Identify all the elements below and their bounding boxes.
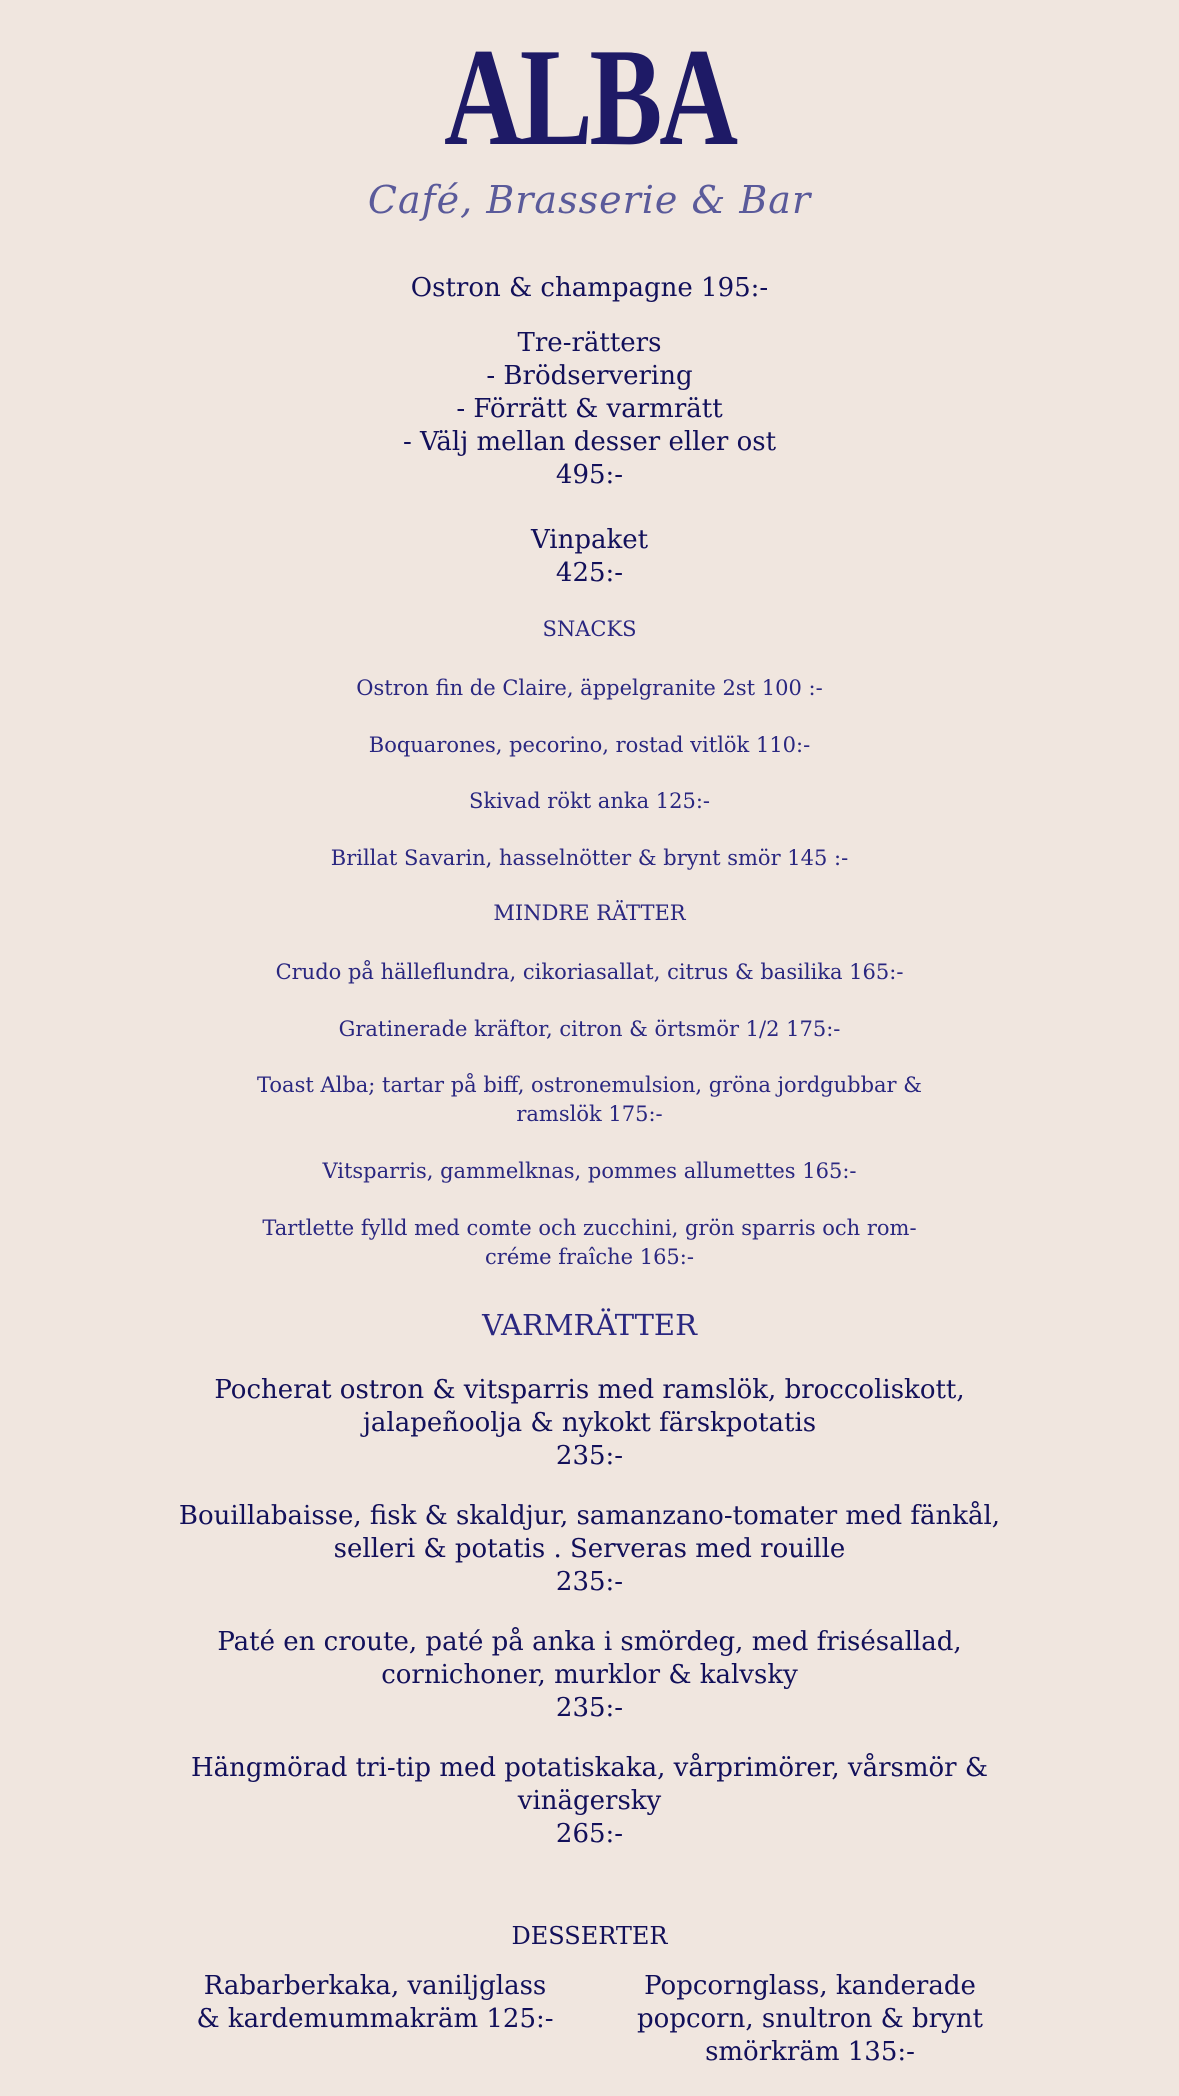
desserter-heading: DESSERTER [511, 1922, 668, 1950]
menu-item-line: Pocherat ostron & vitsparris med ramslök, broccoliskott, [214, 1375, 965, 1405]
main-course-item [0, 1374, 1179, 1473]
menu-item-line: jalapeñoolja & nykokt färskpotatis [362, 1408, 817, 1438]
menu-item-line: Crudo på hälleflundra, cikoriasallat, citrus & basilika 165:- [275, 960, 904, 984]
three-course-item: - Välj mellan desser eller ost [402, 427, 777, 457]
menu-item: Ostron fin de Claire, äppelgranite 2st 100 :- [356, 676, 823, 700]
menu-item-line: vinägersky [517, 1786, 662, 1816]
oysters-champagne-offer: Ostron & champagne 195:- [410, 273, 769, 303]
menu-item-price: 235:- [555, 1441, 624, 1471]
three-course-title: Tre-rätters [517, 328, 662, 358]
three-course-offer [0, 327, 1179, 492]
menu-item [0, 958, 1179, 987]
main-course-item [0, 1752, 1179, 1851]
three-course-item: - Förrätt & varmrätt [456, 394, 723, 424]
menu-item-line: Gratinerade kräftor, citron & örtsmör 1/2 175:- [338, 1017, 841, 1041]
menu-item-line: Bouillabaisse, fisk & skaldjur, samanzano-tomater med fänkål, [178, 1501, 1001, 1531]
menu-item: Brillat Savarin, hasselnötter & brynt smör 145 :- [330, 846, 849, 870]
menu-item-line: smörkräm 135:- [705, 2037, 915, 2067]
menu-item-line: créme fraîche 165:- [485, 1245, 694, 1269]
menu-item-line: ramslök 175:- [516, 1102, 663, 1126]
menu-item-price: 235:- [555, 1567, 624, 1597]
menu-item-line: popcorn, snultron & brynt [637, 2004, 983, 2034]
menu-item [0, 1071, 1179, 1129]
mindre-ratter-heading: MINDRE RÄTTER [493, 901, 686, 925]
wine-package-title: Vinpaket [530, 525, 649, 555]
menu-item-line: Hängmörad tri-tip med potatiskaka, vårprimörer, vårsmör & [190, 1753, 989, 1783]
main-course-item [0, 1626, 1179, 1725]
dessert-item-left [175, 1970, 575, 2036]
tagline: Café, Brasserie & Bar [367, 178, 812, 222]
menu-item-price: 265:- [555, 1819, 624, 1849]
main-course-item [0, 1500, 1179, 1599]
menu-item-line: Tartlette fylld med comte och zucchini, grön sparris och rom- [262, 1216, 917, 1240]
menu-item-price: 235:- [555, 1693, 624, 1723]
menu-item [0, 1214, 1179, 1272]
menu-item-line: Vitsparris, gammelknas, pommes allumettes 165:- [322, 1159, 857, 1183]
menu-item: Boquarones, pecorino, rostad vitlök 110:- [368, 733, 811, 757]
wine-package-offer [0, 524, 1179, 590]
menu-item-line: Toast Alba; tartar på biff, ostronemulsion, gröna jordgubbar & [257, 1073, 922, 1097]
menu-item-line: & kardemummakräm 125:- [196, 2004, 554, 2034]
menu-item-line: cornichoner, murklor & kalvsky [381, 1660, 798, 1690]
menu-item-line: Rabarberkaka, vaniljglass [203, 1971, 547, 2001]
menu-item-line: selleri & potatis . Serveras med rouille [333, 1534, 846, 1564]
dessert-item-right [630, 1970, 990, 2069]
snacks-heading: SNACKS [542, 617, 637, 641]
wine-package-price: 425:- [555, 558, 624, 588]
menu-item: Skivad rökt anka 125:- [468, 789, 711, 813]
logo: ALBA [444, 20, 735, 175]
varmratter-heading: VARMRÄTTER [482, 1308, 697, 1342]
menu-item-line: Popcornglass, kanderade [644, 1971, 976, 2001]
menu-item [0, 1157, 1179, 1186]
menu-item-line: Paté en croute, paté på anka i smördeg, med frisésallad, [217, 1627, 962, 1657]
three-course-price: 495:- [555, 460, 624, 490]
three-course-item: - Brödservering [486, 361, 693, 391]
menu-item [0, 1015, 1179, 1044]
